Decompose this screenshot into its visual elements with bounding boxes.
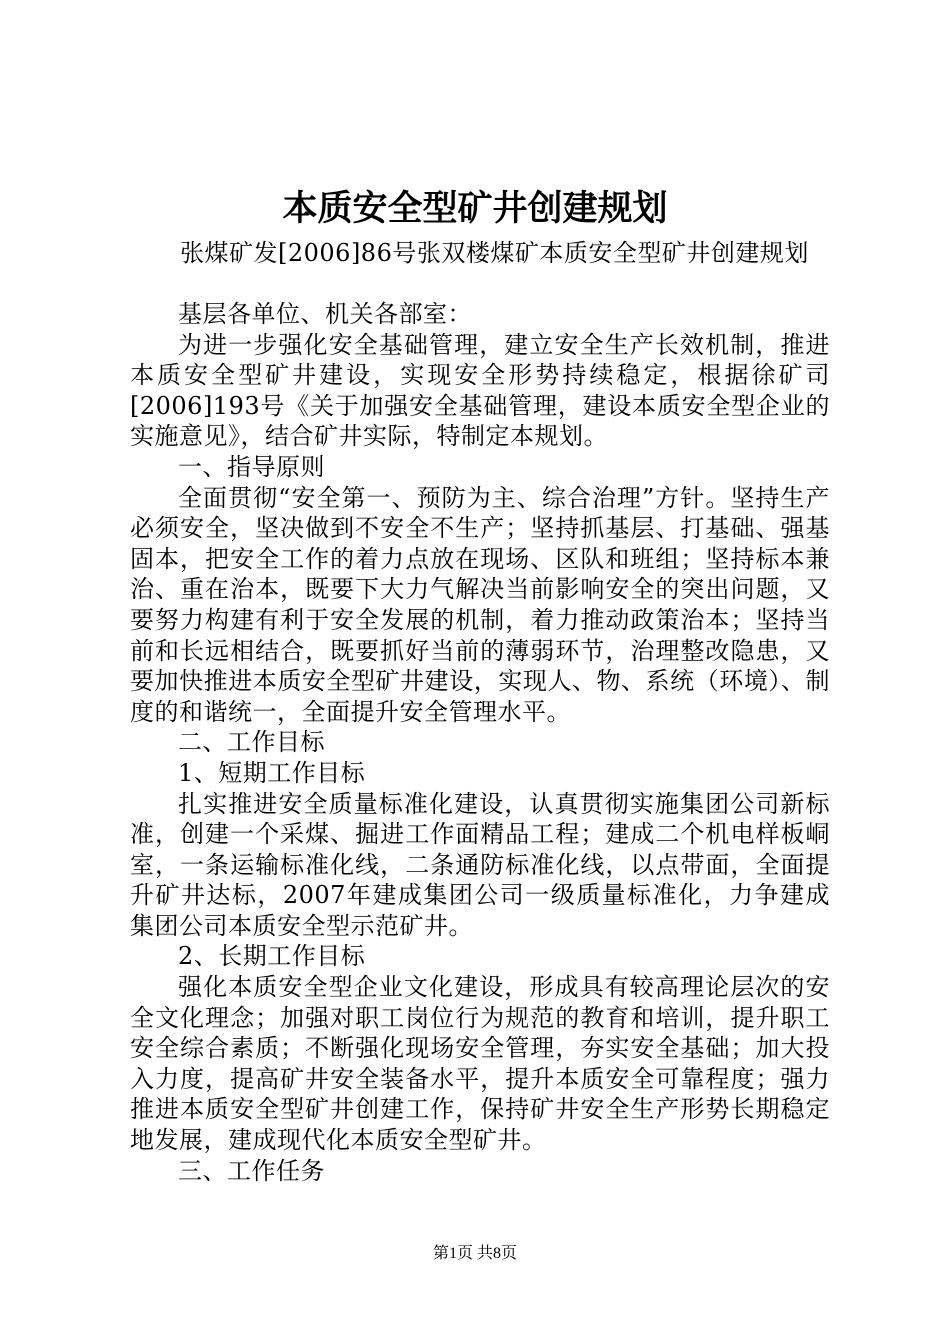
- document-body: [130, 299, 830, 1186]
- document-subtitle: 张煤矿发[2006]86号张双楼煤矿本质安全型矿井创建规划: [180, 239, 809, 267]
- salutation: 基层各单位、机关各部室：: [178, 300, 472, 328]
- body-paragraph: 全面贯彻“安全第一、预防为主、综合治理”方针。坚持生产必须安全，坚决做到不安全不生产；坚持抓基层、打基础、强基固本，把安全工作的着力点放在现场、区队和班组；坚持标本兼治、重在治本，既要下大力气解决当前影响安全的突出问题，又要努力构建有利于安全发展的机制，着力推动政策治本；坚持当前和长远相结合，既要抓好当前的薄弱环节，治理整改隐患，又要加快推进本质安全型矿井建设，实现人、物、系统（环境）、制度的和谐统一，全面提升安全管理水平。: [130, 483, 830, 726]
- document-title: 本质安全型矿井创建规划: [282, 188, 668, 229]
- subsection-heading: 2、长期工作目标: [178, 942, 366, 971]
- page-number-footer: 第1页 共8页: [432, 1245, 517, 1262]
- subsection-heading: 1、短期工作目标: [178, 758, 366, 787]
- section-heading: 一、指导原则: [178, 452, 325, 481]
- section-heading: 三、工作任务: [178, 1156, 325, 1185]
- body-paragraph: 扎实推进安全质量标准化建设，认真贯彻实施集团公司新标准，创建一个采煤、掘进工作面精品工程；建成二个机电样板峒室，一条运输标准化线，二条通防标准化线，以点带面，全面提升矿井达标，2007年建成集团公司一级质量标准化，力争建成集团公司本质安全型示范矿井。: [130, 789, 830, 940]
- body-paragraph: 强化本质安全型企业文化建设，形成具有较高理论层次的安全文化理念；加强对职工岗位行为规范的教育和培训，提升职工安全综合素质；不断强化现场安全管理，夯实安全基础；加大投入力度，提高矿井安全装备水平，提升本质安全可靠程度；强力推进本质安全型矿井创建工作，保持矿井安全生产形势长期稳定地发展，建成现代化本质安全型矿井。: [130, 973, 830, 1155]
- section-heading: 二、工作目标: [178, 728, 325, 757]
- body-paragraph: 为进一步强化安全基础管理，建立安全生产长效机制，推进本质安全型矿井建设，实现安全形势持续稳定，根据徐矿司[2006]193号《关于加强安全基础管理，建设本质安全型企业的实施意见》，结合矿井实际，特制定本规划。: [130, 330, 830, 451]
